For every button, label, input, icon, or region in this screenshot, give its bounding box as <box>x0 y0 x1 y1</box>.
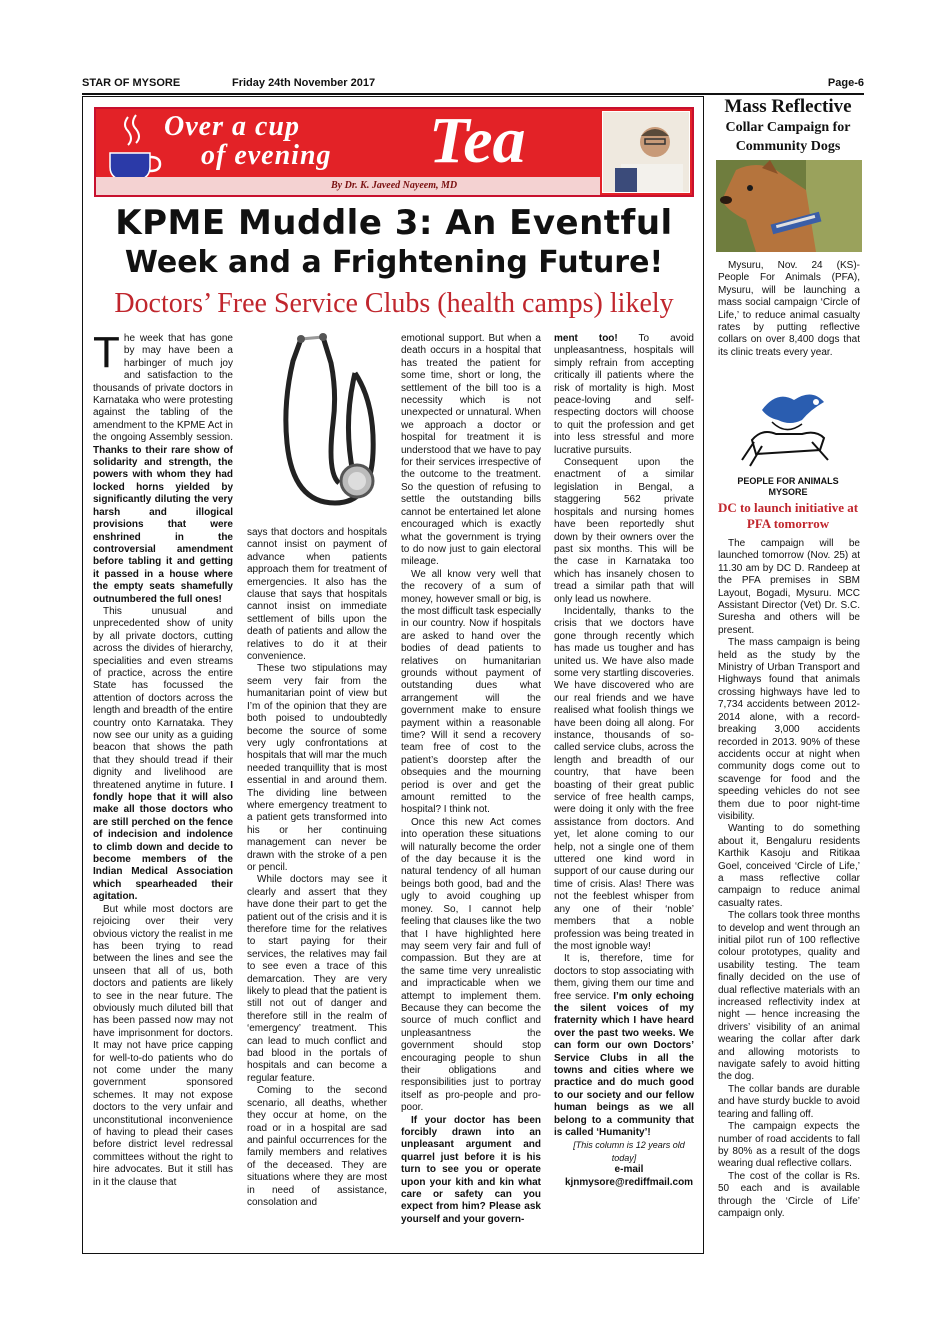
article-text: says that doctors and hospitals cannot insist on payment of advance when patients approach them for treatment of emergencies. It also has the clause that says that hospitals cannot insist on immediate settlement of bills upon the death of patients and allow the relatives to do it at their convenience. <box>247 527 387 663</box>
article-text: This unusual and unprecedented show of unity by all private doctors, cutting across the divides of hierarchy, specialities and even streams of practice, across the entire State has focussed the attention of doctors across the length and breadth of the entire country onto Karnataka. They now see our unity as a guiding beacon that shows the path that they should tread if their dignity and livelihood are threatened anytime in future. <box>93 605 233 791</box>
sidebar-text: Wanting to do something about it, Bengaluru residents Karthik Kasoju and Ritikaa Goel, conceived ‘Circle of Life,’ a mass reflective collar campaign to reduce animal casualty rates. <box>718 823 860 909</box>
article-text-bold: I fondly hope that it will also make all those doctors who are still perched on the fence of indecision and indolence to climb down and decide to become members of the Indian Medical Association which spearheaded their agitation. <box>93 779 233 903</box>
author-email[interactable]: kjnmysore@rediffmail.com <box>564 1176 694 1188</box>
headline-line2: Week and a Frightening Future! <box>124 245 664 280</box>
issue-date: Friday 24th November 2017 <box>232 77 376 89</box>
column-endnote: [This column is 12 years old today] <box>573 1140 685 1163</box>
sidebar-title: Mass Reflective <box>724 96 852 117</box>
drop-cap: T <box>93 333 120 377</box>
sidebar-story <box>712 96 864 1256</box>
sidebar-subhead: DC to launch initiative at PFA tomorrow <box>717 500 859 531</box>
column-banner <box>94 107 694 197</box>
article-text: Incidentally, thanks to the crisis that we doctors have gone through recently which has made us tougher and has united us. We have also made some very startling discoveries. We have discovered who are our real friends and we have realised what foolish things we have been doing all along. For instance, thousands of so-called service clubs, across the length and breadth of our country, that have been boasting of their great public service of free health camps, were doing it only with the free assistance from doctors. And yet, let alone coming to our help, not a single one of them uttered one kind word in support of our cause during our time of crisis. Alas! There was not the feeblest whisper from any one of their ‘noble’ members that a noble profession was being treated in the most ignoble way! <box>554 605 694 952</box>
main-article-box <box>82 96 704 1254</box>
article-text: While doctors may see it clearly and assert that they have done their part to get the patient out of the crisis and it is therefore time for the relatives to start paying for their services, the relatives may fail to see even a trace of this demarcation. They are very likely to plead that the patient is still not out of danger and therefore still in the realm of ‘emergency’ treatment. This can lead to much conflict and bad blood in the portals of hospitals and can become a regular feature. <box>247 874 387 1084</box>
banner-line1: Over a cup <box>164 111 300 142</box>
email-label: e-mail <box>614 1164 644 1176</box>
article-text: We all know very well that the recovery of a sum of money, however small or big, is the most difficult task especially in our country. Now if hospitals are asked to hand over the bodies of dead patients to relatives on humanitarian grounds without payment of outstanding dues what arrangement will the government make to ensure payment within a reasonable time? Will it send a recovery team free of cost to the patient’s doorstep after the obsequies and the mourning period is over and get the amount remitted to the hospital? I think not. <box>401 568 541 816</box>
article-text-bold: I’m only echoing the silent voices of my fraternity which I have heard over the past two weeks. We can form our own Doctors’ Service Clubs in all the towns and cities where we practice and do much good to our society and our fellow human beings as we all belong to a community that is called ‘Humanity’! <box>554 990 694 1138</box>
article-text: he week that has gone by may have been a harbinger of much joy and satisfaction to the thousands of private doctors in Karnataka who were protesting against the tabling of the amendment to the KPME Act in the ongoing Assembly session. <box>93 333 233 444</box>
column-byline: By Dr. K. Javeed Nayeem, MD <box>331 180 458 191</box>
sidebar-body <box>718 538 860 1256</box>
article-text: Consequent upon the enactment of a similar legislation in Bengal, a staggering 562 private hospitals and nursing homes have been reportedly shut down by their owners over the past six months. This will be the case in Karnataka too which has insanely chosen to tread a similar path that will only lead us nowhere. <box>554 457 694 605</box>
article-text: To avoid unpleasantness, hospitals will simply refrain from accepting critically ill patients where the risk of mortality is high. Most peace-loving and self-respecting doctors will choose to quit the profession and get into less stressful and more lucrative pursuits. <box>554 333 694 456</box>
article-text: Once this new Act comes into operation these situations will naturally become the order of the day because it is the natural tendency of all human beings both good, bad and the ugly to avoid coughing up money. So, I cannot help feeling that clauses like the two that I have highlighted here may seem very fair and full of compassion. But they are at the same time very unrealistic and impracticable when we attempt to implement them. Because they can become the source of much conflict and unpleasantness the government should stop encouraging people to shun their obligations and responsibilities just to portray itself as pro-people and pro-poor. <box>401 816 541 1114</box>
sidebar-text: The cost of the collar is Rs. 50 each and is available through the ‘Circle of Life’ campaign only. <box>718 1170 860 1219</box>
sidebar-text: Mysuru, Nov. 24 (KS)- People For Animals (PFA), Mysuru, will be launching a mass social campaign ‘Circle of Life,’ to reduce animal casualty rates by putting reflective collars on over 8,400 dogs that its clinic treats every year. <box>718 260 860 358</box>
banner-line2: of evening <box>201 140 332 171</box>
header-rule <box>82 93 864 95</box>
article-text: These two stipulations may seem very fair from the humanitarian point of view but I’m of the opinion that they are both poised to undoubtedly become the source of some very ugly confrontations at hospitals that will mar the much needed tranquillity that is most essential in and around them. The dividing line between where emergency treatment to a patient gets transformed into his or her continuing management can never be drawn with the stroke of a pen or pencil. <box>247 663 387 873</box>
article-text-bold: If your doctor has been forcibly drawn into an unpleasant argument and quarrel just before it is his turn to see you or operate upon your kith and kin what care or safety can you expect from him? Please ask yourself and your govern- <box>401 1114 541 1225</box>
article-column-4 <box>554 333 694 1245</box>
pfa-logo-icon <box>732 380 842 476</box>
publication-name: STAR OF MYSORE <box>82 77 181 89</box>
article-subhead: Doctors’ Free Service Clubs (health camps) likely <box>114 288 674 319</box>
pfa-logo-text <box>712 476 864 498</box>
article-column-2 <box>247 527 387 1245</box>
sidebar-text: The campaign will be launched tomorrow (Nov. 25) at 11.30 am by DC D. Randeep at the PFA premises in SBM Layout, Bogadi, Mysuru. MCC Assistant Director (Vet) Dr. S.C. Suresha and others will be present. <box>718 538 860 636</box>
sidebar-text: The campaign expects the number of road accidents to fall by 80% as a result of the dogs wearing dual reflective collars. <box>718 1121 860 1170</box>
article-text: Coming to the second scenario, all deaths, whether they occur at home, on the road or in a hospital are sad and painful occurrences for the family members and relatives of the deceased. They are situations where they are most in need of assistance, consolation and <box>247 1085 387 1208</box>
page-number: Page-6 <box>827 77 864 89</box>
article-text-bold: Thanks to their rare show of solidarity and strength, the powers with whom they had locked horns yielded by significantly diluting the very harsh and illogical provisions that were enshrined in the controversial amendment before tabling it and getting it passed in a house where the empty seats shamefully outnumbered the full ones! <box>93 444 233 605</box>
article-column-1 <box>93 333 233 1245</box>
author-photo <box>602 111 690 193</box>
article-column-3 <box>401 333 541 1245</box>
sidebar-text: The collar bands are durable and have sturdy buckle to avoid tearing and falling off. <box>718 1083 860 1120</box>
article-text: But while most doctors are rejoicing over their very obvious victory the realist in me has been trying to read between the lines and see the unseen that all of us, both doctors and patients are likely to see in the near future. The obviously much diluted bill that has been passed now may not have imprisonment for doctors. It may not have price capping for well-to-do patients who do not come under the many government sponsored schemes. It may not expose doctors to the very unfair and unconstitutional inconvenience of having to plead their cases before district level redressal committees without the right to hire advocates. But it still has in it the clause that <box>93 903 233 1188</box>
logo-line: MYSORE <box>768 487 808 497</box>
logo-line: PEOPLE FOR ANIMALS <box>737 476 839 486</box>
article-text-bold: ment too! <box>554 333 618 344</box>
article-text: emotional support. But when a death occurs in a hospital that has treated the patient for some time, short or long, the settlement of the bill too is a necessity which is not unexpected or unnatural. When we approach a doctor or hospital for treatment it is understood that we have to pay for their services irrespective of the outcome to the treatment. So the question of refusing to settle the outstanding bills cannot be entertained let alone encouraged which is exactly what the government is trying to do now just to gain electoral mileage. <box>401 333 541 568</box>
sidebar-intro <box>718 260 860 372</box>
article-text: It is, therefore, time for doctors to stop associating with them, giving them our time and free service. <box>554 953 694 1002</box>
sidebar-text: The mass campaign is being held as the study by the Ministry of Urban Transport and Highways found that animals crossing highways have led to 7,734 accidents between 2012-2014 alone, with a record-breaking 3,000 accidents recorded in 2013. 90% of these accidents occur at night when community dogs come out to scavenge for food and the speeding vehicles do not see them due to poor night-time visibility. <box>718 637 860 822</box>
banner-tea: Tea <box>429 107 526 177</box>
sidebar-text: The collars took three months to develop and went through an initial pilot run of 100 reflective colour prototypes, quality and usability testing. The team finally decided on the use of dual reflective materials with an increased reflectivity index at night — hence increasing the drivers’ visibility of an animal wearing the collar after dark and allowing motorists to navigate safely to avoid hitting the dog. <box>718 910 860 1083</box>
headline-line1: KPME Muddle 3: An Eventful <box>115 203 673 243</box>
page-header <box>82 76 864 94</box>
stethoscope-image <box>243 333 393 523</box>
dog-photo <box>716 160 862 252</box>
sidebar-subtitle: Collar Campaign for Community Dogs <box>725 120 851 154</box>
